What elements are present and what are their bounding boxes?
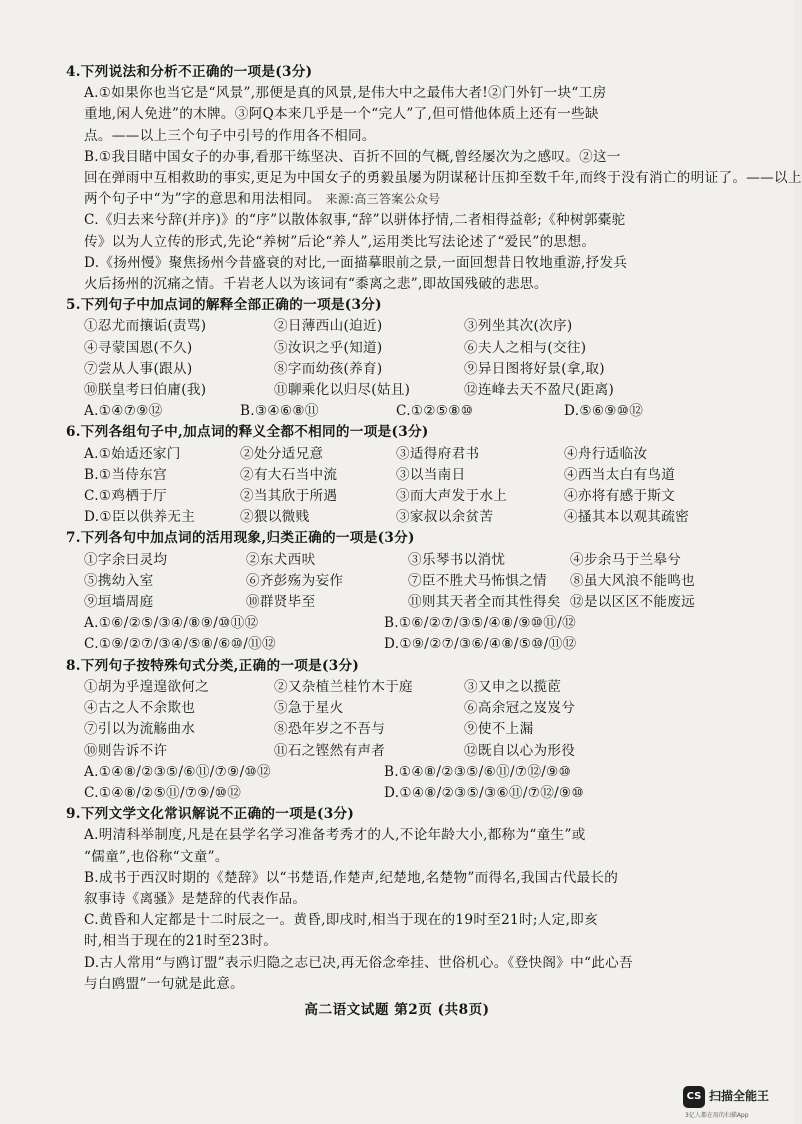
answer-options xyxy=(66,613,706,655)
question-6 xyxy=(66,422,706,528)
option-line: 火后扬州的沉痛之情。千岩老人以为该词有“黍离之悲”,即故国残破的悲思。 xyxy=(84,276,548,293)
option-text: 两个句子中“为”字的意思和用法相同。 xyxy=(84,191,321,208)
item: ⑧虽大风浪不能鸣也 xyxy=(570,572,696,589)
item: ⑨使不上漏 xyxy=(464,721,534,738)
item: ①胡为乎遑遑欲何之 xyxy=(84,678,210,695)
option-line: C.《归去来兮辞(并序)》的“序”以散体叙事,“辞”以骈体抒情,二者相得益彰;《种树郭橐驼 xyxy=(84,212,626,229)
item: ⑤汝识之乎(知道) xyxy=(274,339,383,356)
scanner-tagline: 3亿人都在用的扫描App xyxy=(685,1112,749,1119)
answer-option: D.⑤⑥⑨⑩⑫ xyxy=(564,403,644,420)
question-stem: 6.下列各组句子中,加点词的释义全都不相同的一项是(3分) xyxy=(66,424,429,441)
item-grid xyxy=(66,316,706,401)
question-4 xyxy=(66,62,802,295)
page-footer: 高二语文试题 第2页 (共8页) xyxy=(304,1002,490,1018)
item: ②东犬西吠 xyxy=(246,551,316,568)
option-a xyxy=(66,825,706,867)
option-a xyxy=(66,83,706,147)
question-stem: 9.下列文学文化常识解说不正确的一项是(3分) xyxy=(66,806,355,823)
item: ⑤携幼入室 xyxy=(84,572,154,589)
item: ⑪则其天者全而其性得矣 xyxy=(408,594,561,611)
scanner-watermark xyxy=(683,1086,793,1120)
question-stem: 7.下列各句中加点词的活用现象,归类正确的一项是(3分) xyxy=(66,530,415,547)
item: ⑪聊乘化以归尽(姑且) xyxy=(274,382,411,399)
question-9 xyxy=(66,804,706,995)
item: D.①臣以供养无主 xyxy=(84,509,196,526)
item: ⑫连峰去天不盈尺(距离) xyxy=(464,382,615,399)
question-8 xyxy=(66,656,706,804)
option-line: D.《扬州慢》聚焦扬州今昔盛衰的对比,一面描摹眼前之景,一面回想昔日牧地重游,抒发兵 xyxy=(84,254,628,271)
option-c xyxy=(66,910,706,952)
item: ②有大石当中流 xyxy=(240,466,338,483)
item: ④古之人不余欺也 xyxy=(84,700,196,717)
answer-option: A.①④⑧/②③⑤/⑥⑪/⑦⑨/⑩⑫ xyxy=(84,763,271,780)
item: ④步余马于兰皋兮 xyxy=(570,551,682,568)
option-line: B.成书于西汉时期的《楚辞》以“书楚语,作楚声,纪楚地,名楚物”而得名,我国古代最长的 xyxy=(84,869,619,886)
question-stem: 5.下列句子中加点词的解释全部正确的一项是(3分) xyxy=(66,297,382,314)
source-note: 来源:高三答案公众号 xyxy=(325,192,441,207)
answer-option: B.①④⑧/②③⑤/⑥⑪/⑦⑫/⑨⑩ xyxy=(384,763,572,780)
answer-option: D.①④⑧/②③⑤/③⑥⑪/⑦⑫/⑨⑩ xyxy=(384,784,584,801)
option-line: 点。——以上三个句子中引号的作用各不相同。 xyxy=(84,127,376,144)
page-content xyxy=(66,62,802,995)
item: C.①鸡栖于厅 xyxy=(84,488,167,505)
item: ⑪石之铿然有声者 xyxy=(274,742,386,759)
item: A.①始适还家门 xyxy=(84,445,181,462)
item: ②猥以微贱 xyxy=(240,509,310,526)
option-line: 传》以为人立传的形式,先论“养树”后论“养人”,运用类比写法论述了“爱民”的思想。 xyxy=(84,233,596,250)
option-b xyxy=(66,868,706,910)
item: ④寻蒙国恩(不久) xyxy=(84,339,193,356)
question-stem: 4.下列说法和分析不正确的一项是(3分) xyxy=(66,64,313,80)
answer-option: A.①④⑦⑨⑫ xyxy=(84,403,163,420)
item: ④亦将有感于斯文 xyxy=(564,488,676,505)
item: ⑥齐彭殇为妄作 xyxy=(246,572,344,589)
item: ③家叔以余贫苦 xyxy=(396,509,494,526)
item: ⑧字而幼孩(养育) xyxy=(274,360,383,377)
question-stem: 8.下列句子按特殊句式分类,正确的一项是(3分) xyxy=(66,657,360,674)
answer-option: C.①②⑤⑧⑩ xyxy=(396,403,474,420)
question-7 xyxy=(66,528,706,655)
answer-option: A.①⑥/②⑤/③④/⑧⑨/⑩⑪⑫ xyxy=(84,615,259,632)
item: ③又申之以揽茝 xyxy=(464,678,562,695)
item: ⑦引以为流觞曲水 xyxy=(84,721,196,738)
item: ①忍尤而攘诟(责骂) xyxy=(84,318,207,335)
answer-option: B.①⑥/②⑦/③⑤/④⑧/⑨⑩⑪/⑫ xyxy=(384,615,576,632)
camscanner-icon: CS xyxy=(683,1086,705,1108)
option-line: 重地,闲人免进”的木牌。③阿Q本来几乎是一个“完人”了,但可惜他体质上还有一些缺 xyxy=(84,106,599,123)
item-grid xyxy=(66,677,706,762)
option-line: A.明清科举制度,凡是在县学名学习准备考秀才的人,不论年龄大小,都称为“童生”或 xyxy=(84,827,586,844)
item-grid xyxy=(66,444,706,529)
item: ⑫是以区区不能废远 xyxy=(570,594,696,611)
item: ⑩群贤毕至 xyxy=(246,594,316,611)
answer-option: D.①⑨/②⑦/③⑥/④⑧/⑤⑩/⑪⑫ xyxy=(384,636,577,653)
question-5 xyxy=(66,295,706,422)
option-b xyxy=(66,147,802,211)
scanner-app-name: 扫描全能王 xyxy=(709,1089,770,1103)
item: ⑦臣不胜犬马怖惧之情 xyxy=(408,572,547,589)
option-line: D.古人常用“与鸥订盟”表示归隐之志已决,再无俗念牵挂、世俗机心。《登快阁》中“此心吾 xyxy=(84,954,633,971)
item: ②当其欣于所遇 xyxy=(240,488,338,505)
option-c xyxy=(66,210,706,252)
item: ③乐琴书以消忧 xyxy=(408,551,506,568)
item: ⑤急于星火 xyxy=(274,700,344,717)
item: ③适得府君书 xyxy=(396,445,480,462)
option-line: 与白鸥盟”一句就是此意。 xyxy=(84,975,245,992)
answer-option: C.①⑨/②⑦/③④/⑤⑧/⑥⑩/⑪⑫ xyxy=(84,636,276,653)
item: ②处分适兄意 xyxy=(240,445,324,462)
option-d xyxy=(66,253,706,295)
answer-option: C.①④⑧/②⑤⑪/⑦⑨/⑩⑫ xyxy=(84,784,242,801)
item: ④搔其本以观其疏密 xyxy=(564,509,690,526)
item: ④舟行适临汝 xyxy=(564,445,648,462)
item: ①字余曰灵均 xyxy=(84,551,168,568)
option-line: “儒童”,也俗称“文童”。 xyxy=(84,848,229,865)
item: ⑦尝从人事(跟从) xyxy=(84,360,193,377)
option-d xyxy=(66,953,706,995)
answer-options xyxy=(66,401,706,422)
option-line: A.①如果你也当它是“风景”,那便是真的风景,是伟大中之最伟大者!②门外钉一块“工房 xyxy=(84,85,607,102)
item: B.①当侍东宫 xyxy=(84,466,167,483)
option-line: 时,相当于现在的21时至23时。 xyxy=(84,933,278,950)
item: ⑫既自以心为形役 xyxy=(464,742,576,759)
item: ⑩则告诉不许 xyxy=(84,742,168,759)
item: ⑥夫人之相与(交往) xyxy=(464,339,587,356)
option-line: 叙事诗《离骚》是楚辞的代表作品。 xyxy=(84,890,307,907)
item: ②日薄西山(迫近) xyxy=(274,318,383,335)
option-line xyxy=(84,189,706,210)
item: ⑩朕皇考曰伯庸(我) xyxy=(84,382,207,399)
item: ③列坐其次(次序) xyxy=(464,318,573,335)
item: ⑨垣墙周庭 xyxy=(84,594,154,611)
option-line: C.黄昏和人定都是十二时辰之一。黄昏,即戌时,相当于现在的19时至21时;人定,即亥 xyxy=(84,912,598,929)
answer-options xyxy=(66,762,706,804)
item: ⑨异日图将好景(拿,取) xyxy=(464,360,605,377)
item-grid xyxy=(66,550,706,614)
option-line: 回在弹雨中互相救助的事实,更足为中国女子的勇毅虽屡为阴谋秘计压抑至数千年,而终于没有消亡的明证了。——以上 xyxy=(84,170,802,187)
answer-option: B.③④⑥⑧⑪ xyxy=(240,403,319,420)
item: ②又杂植兰桂竹木于庭 xyxy=(274,678,413,695)
item: ③以当南日 xyxy=(396,466,466,483)
item: ⑧恐年岁之不吾与 xyxy=(274,721,386,738)
item: ③而大声发于水上 xyxy=(396,488,508,505)
option-line: B.①我目睹中国女子的办事,看那干练坚决、百折不回的气概,曾经屡次为之感叹。②这一 xyxy=(84,148,621,165)
item: ⑥高余冠之岌岌兮 xyxy=(464,700,576,717)
item: ④西当太白有鸟道 xyxy=(564,466,676,483)
